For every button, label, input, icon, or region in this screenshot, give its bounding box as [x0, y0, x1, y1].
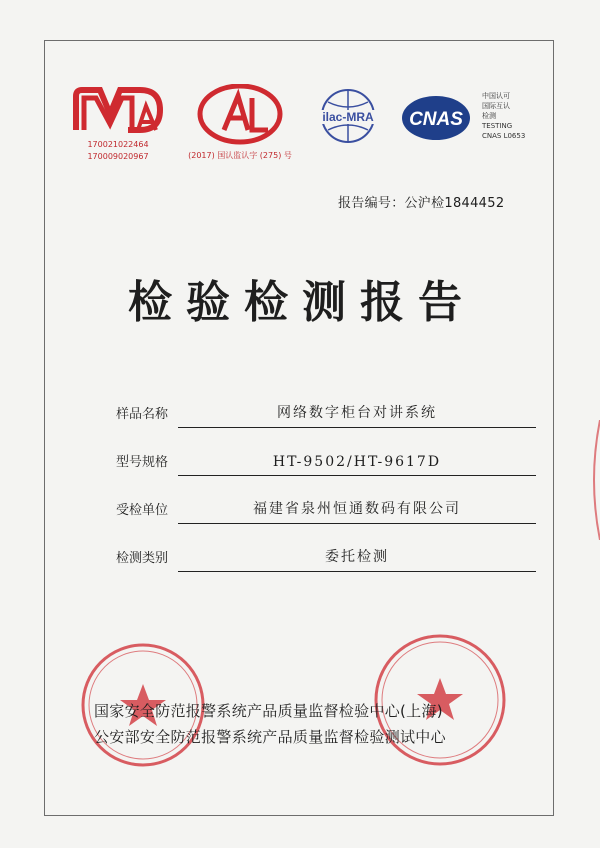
field-value: 福建省泉州恒通数码有限公司 [253, 501, 461, 517]
field-row-sample-name [116, 398, 536, 428]
field-value: HT-9502/HT-9617D [272, 454, 442, 470]
cma-mark-icon [70, 84, 166, 134]
field-underline [178, 571, 536, 572]
cnas-label: CNAS [409, 109, 463, 130]
seal-edge-fragment [586, 420, 600, 540]
ilac-mra-logo [308, 88, 388, 154]
cnas-line-2: 国际互认 [482, 102, 510, 110]
issuer-line-1: 国家安全防范报警系统产品质量监督检验中心(上海) [94, 702, 443, 720]
cnas-line-4: TESTING [482, 122, 513, 130]
cal-mark-icon [186, 84, 294, 146]
accreditation-logos [70, 84, 540, 174]
field-underline [178, 427, 536, 428]
cma-number-1: 170021022464 [87, 140, 149, 149]
cnas-mark-icon [400, 88, 540, 150]
cal-caption: (2017) 国认监认字 (275) 号 [188, 151, 292, 160]
cma-logo [70, 84, 166, 162]
field-row-client [116, 494, 536, 524]
cnas-line-1: 中国认可 [482, 92, 510, 100]
cma-number-2: 170009020967 [87, 152, 149, 161]
field-underline [178, 523, 536, 524]
field-label: 检测类别 [116, 551, 169, 566]
issuer-line-2: 公安部安全防范报警系统产品质量监督检验测试中心 [94, 728, 446, 746]
cal-logo [186, 84, 294, 161]
page-title: 检验检测报告 [128, 277, 476, 328]
field-value: 网络数字柜台对讲系统 [277, 405, 437, 421]
field-value: 委托检测 [325, 549, 389, 565]
field-label: 样品名称 [116, 407, 169, 422]
field-row-test-type [116, 542, 536, 572]
cnas-line-3: 检测 [482, 112, 496, 120]
report-number: 报告编号：公沪检1844452 [338, 196, 505, 211]
cnas-line-5: CNAS L0653 [482, 132, 526, 140]
field-underline [178, 475, 536, 476]
ilac-globe-icon [308, 88, 388, 150]
field-label: 型号规格 [116, 455, 169, 470]
field-row-model [116, 446, 536, 476]
cnas-logo [400, 88, 540, 154]
field-label: 受检单位 [116, 503, 169, 518]
ilac-label: ilac-MRA [322, 110, 374, 124]
